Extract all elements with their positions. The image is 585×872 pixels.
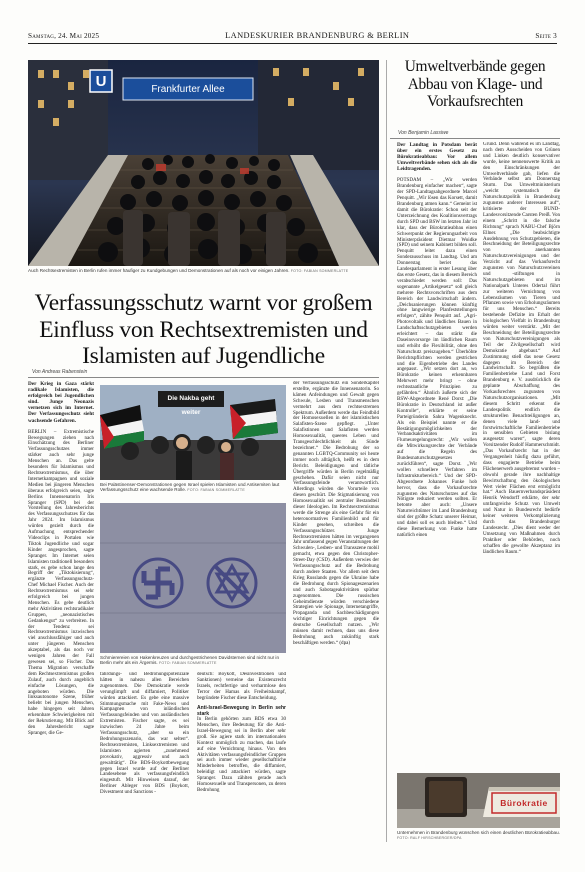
main-col-2 <box>100 672 189 842</box>
column-separator <box>386 60 387 842</box>
right-author-rule <box>390 138 560 139</box>
main-col1-text: BERLIN – Extremistische Bewegungen ziehen nach Einschätzung des Berliner Verfassungsschutzes immer stärker auch sehr junge Menschen an. Das gelte besonders für Islamismus und Rechtsextremismus, die über Internetkampagnen und soziale Medien bei jüngeren Menschen überaus erfolgreich seien, sagte Berlins Innensenatorin Iris Spranger (SPD) bei der Vorstellung des Jahresberichts des Verfassungsschutzes für das Jahr 2024. Im Islamismus würden gezielt durch die Aufmachung entsprechender Videoclips in Portalen wie Tiktok Jugendliche und sogar Kinder angesprochen, sagte Spranger. Im Internet seien Islamisten traditionell besonders stark, es gebe schon lange den Begriff der „Tiktokisierung“, ergänzte Verfassungsschutz-Chef Michael Fischer. Auch der Rechtsextremismus sei sehr erfolgreich bei jungen Menschen. Es gebe deutlich mehr Aktivitäten rechtsradikaler Gruppen, „neonazistisches Gedankengut“ zu verbreiten. In der Tendenz sei Rechtsextremismus inzwischen viel anschlussfähiger und auch unter jüngeren Menschen akzeptabel, als das noch vor wenigen Jahren der Fall gewesen sei, so Fischer. Das Thema Migration verschaffe dem Rechtsextremismus großen Zulauf, auch durch angeblich einfache Lösungen, die angeboten würden. Die linksautonome Szene, früher beliebt bei jungen Menschen, habe hingegen seit Jahren erkennbare Schwierigkeiten mit der Rekrutierung. Mit Blick auf den Jahresbericht sagte Spranger, die Ge- <box>28 428 94 736</box>
top-photo <box>28 60 379 266</box>
main-col-1 <box>28 381 94 839</box>
main-subheading: Anti-Israel-Bewegung in Berlin sehr stark <box>197 704 286 717</box>
stamp-photo-caption <box>397 830 560 842</box>
header-rule <box>28 43 557 44</box>
protest-photo-caption <box>100 482 286 494</box>
page-header <box>28 26 557 40</box>
protest-banner-text: Die Nakba geht weiter <box>167 395 215 416</box>
right-headline: Umweltverbände gegen Abbau von Klage- und Vorkaufsrechten <box>404 58 546 110</box>
photo-credit: FOTO: FABIAN SOMMERLATTE <box>290 269 349 273</box>
page-number: Seite 3 <box>535 32 557 40</box>
caption-text: Auch Rechtsextremisten in Berlin rufen immer häufiger zu Kundgebungen und Demonstrationen auf als noch vor einigen Jahren. <box>28 268 290 273</box>
main-col4-text: der Verfassungsschutz ein Sonderkapitel erstellte, ergänzte die Innensenatorin. So kämen Anfeindungen und Gewalt gegen Schwule, Lesben und Transmenschen vermehrt aus dem rechtsextremen Spektrum. Außerdem werde das Feindbild der Homosexuellen in der islamistischen Salafisten-Szene gepflegt. „Unter Salafistinnen und Salafisten werden Homosexualität, queeres Leben und Transgeschlechtlichkeit als Sünde bezeichnet.“ Die Bedrohung der so genannten LGBTQ-Community sei heute immer noch alltäglich, heißt es in dem Bericht. Beleidigungen und tätliche Übergriffe würden in Berlin regelmäßig geschehen. Dafür seien nicht nur Verfassungsfeinde verantwortlich. Allerdings würden die Vorurteile von diesen geschürt. Die Stigmatisierung von Homosexualität sei zentraler Bestandteil dieser Ideologien. Im Rechtsextremismus werde die Strenge als eine Gefahr für ein heteronormatives Familienbild und für Kinder gesehen, schreiben die Verfassungsschützer. Junge Rechtsextremisten hätten im vergangenen Jahr umfassend gegen Veranstaltungen der Schwulen-, Lesben- und Transszene mobil gemacht, etwa gegen den Christopher-Street-Day (CSD). Außerdem verwies der Verfassungsschutz auf die Bedrohung durch andere Staaten. Vor allem seit dem Krieg Russlands gegen die Ukraine habe die Bedrohung durch Spionageszenarien und auch Sabotageaktivitäten spürbar zugenommen. Die russischen Geheimdienste würden verschiedene Strategien wie Spionage, Internetangriffe, Propaganda und Sachbeschädigungen wichtiger Einrichtungen gegen die deutsche Gesellschaft nutzen. „Wir müssen damit rechnen, dass uns diese Bedrohung auch zukünftig stark beschäftigen werden.“ (dpa) <box>293 381 379 646</box>
right-col-2 <box>483 142 560 772</box>
main-col-4 <box>293 381 379 842</box>
u-bahn-logo: U <box>95 72 107 90</box>
newspaper-name: LANDESKURIER BRANDENBURG & BERLIN <box>225 31 410 40</box>
protest-photo <box>100 385 286 480</box>
main-col3a-text: deutsch: Boykott, Desinvestitionen und Sanktionen) verneine das Existenzrecht Israels, rechtfertige und verharmlose den Terror der Hamas als Freiheitskampf, begründete Fischer diese Entscheidung. <box>197 672 286 701</box>
right-col1-text: POTSDAM – „Wir werden Brandenburg einfacher machen“, sagte der SPD-Landtagsabgeordnete Marcel Penquitt. „Wir lösen das Korsett, damit Brandenburg atmen kann.“ Gemeint ist damit die Bürokratie: Schon seit der Unterzeichnung des Koalitionsvertrags durch SPD und BSW im letzten Jahr ist klar, dass der Bürokratieabbau einen Schwerpunkt der Regierungsarbeit von Ministerpräsident Dietmar Woidke (SPD) und seinem Kabinett bilden soll. Penquitt leitet dazu einen Sonderausschuss im Landtag. Und am Donnerstag beriet das Landesparlament in erster Lesung über das erste Gesetz, das in diesem Bereich verabschiedet werden soll: Das sogenannte „Artikelgesetz“ soll gleich mehrere Rechtsvorschriften aus dem Bereich der Landwirtschaft ändern. „Deichsanierungen können künftig ohne langwierige Planfeststellungen erfolgen“, zählte Penquitt auf. „Agri-Photovoltaik und ländliches Bauen in Landschaftsschutzgebieten werden erleichtert – das stärkt die Daseinsvorsorge im ländlichen Raum und erhöht die Flexibilität, ohne den Naturschutz preiszugeben.“ Überhöhte Berichtspflichten werden gestrichen und die Eigenbetriebe des Landes angepasst. „Wir setzen dort an, wo Bürokratie keinen erkennbaren Mehrwert mehr bringt – ohne rechtsstaatliche Prinzipien zu gefährden.“ Ähnlich äußerte sich der BSW-Abgeordnete René Dorst: „Die Bürokratie in Deutschland ist außer Kontrolle“, erklärte er seine Parteigründerin Sahra Wagenknecht. Als ein Beispiel nannte er die Bestätigungsmöglichkeiten der Verbandsaktivitäten im Flurneuregelungsrecht: „Wir wollen die Mitwirkungsrechte der Verbände auf die Regeln des Bundesnaturschutzgesetzes zurückführen“, sagte Dorst. „Wir wollen schnellere Verfahren im Infrastrukturbereich.“ Und der SPD-Abgeordnete Johannes Funke hob hervor, dass die Vorkaufsrechte zugunsten des Naturschutzes auf das Nötigste reduziert werden sollten. Er betonte aber auch: „Unsere Naturreichtümer im Land Brandenburg sind der größte Schatz unserer Heimat, und dabei soll es auch bleiben.“ Und diese Bemerkung von Funke hatte natürlich einen <box>397 177 477 538</box>
main-col2-text: fährdungs- und Bedrohungspotenziale hätten in nahezu allen Bereichen zugenommen. Die Demokratie werde verunglimpft und diffamiert, Politiker würden attackiert. Es gebe eine massive Stimmungsmache mit Fake-News und Kampagnen von inländischen Verfassungsfeinden und von ausländischen Extremisten. Fischer sagte, es sei inzwischen 24 Jahre beim Verfassungsschutz, „aber so ein Bedrohungsszenario, das war selten“. Rechtsextremisten, Linksextremisten und Islamisten agierten „zunehmend provokativ, aggressiv und auch gewalttätig“. Die BDS-Boykottbewegung gegen Israel wurde auf der Berliner Landesebene als verfassungsfeindlich eingestuft. Mit Hinweisen darauf, der Berliner Ableger von BDS (Boykott, Divestment und Sanctions - <box>100 672 189 796</box>
graffiti-illustration <box>100 503 286 653</box>
main-col-3 <box>197 672 286 842</box>
caption-text: Bei Palästinenser-Demonstrationen gegen Israel spielen Islamisten und Antisemiten laut Verfassungsschutz eine wachsende Rolle. <box>100 482 280 493</box>
graffiti-photo-caption <box>100 655 286 667</box>
top-photo-caption <box>28 268 379 274</box>
photo-credit: FOTO: FABIAN SOMMERLATTE <box>158 661 217 666</box>
main-col3b-text: In Berlin gehörten zum BDS etwa 30 Menschen, ihre Bedeutung für die Anti-Israel-Bewegung sei in Berlin aber sehr groß. Sie agiere stark im internationalen Kontext unmöglich zu machen, das laufe auf eine Vernichtung hinaus. Von den Aktivitäten verfassungsfeindlicher Gruppen sei auch immer wieder gesellschaftliche Minderheiten betroffen, die diffamiert, beleidigt und attackiert würden, sagte Spranger. Dazu zählten gerade auch Homosexuelle und Transpersonen, zu deren Bedrohung <box>197 716 286 793</box>
right-lead: Der Landtag in Potsdam berät über ein erstes Gesetz zu Bürokratieabbau: Vor allem Umweltverbände sehen sich als die Leidtragenden. <box>397 142 477 173</box>
right-col2-text: Grund. Denn während es im Landtag, nach dem Ausscheiden von Grünen und Linken deutlich konservativer wurde, keine nennenswerte Kritik an den Einschränkungen der Umweltverbände gab, liefen die Verbände selbst am Donnerstag Sturm. Das Umweltministerium „weicht systematisch die Naturschutzpolitik in Brandenburg zugunsten anderer Interessen auf“, kritisierte der BUND-Landesvorsitzende Carsten Preiß. Von einem „Schritt in die falsche Richtung“ sprach NABU-Chef Björn Ellner. „Die beabsichtigte Ausdehnung von Schutzgebieten, die Beschneidung der Beteiligungsrechte von anerkannten Naturschutzvereinigungen und der Verzicht auf das Vorkaufsrecht zugunsten von Naturschutzvereinen und -stiftungen in Naturschutzgebieten und im Nationalpark Unteres Odertal führt zur weiteren Vernichtung von Lebensräumen von Tieren und Pflanzen sowie von Erholungsräumen für uns Menschen.“ Bereits bestehende Defizite im Erhalt der biologischen Vielfalt in Brandenburg würden weiter verstärkt. „Mit der Beschneidung der Beteiligungsrechte von Naturschutzvereinigungen als Teil der Zivilgesellschaft wird Demokratie abgebaut.“ Auf Zustimmung stieß das neue Gesetz dagegen im Bereich der Landwirtschaft. So begrüßten die Familienbetriebe Land und Forst Brandenburg e. V. ausdrücklich die geplante Abschaffung des Vorkaufsrechtes zugunsten von Naturschutzorganisationen. „Mit diesem Schritt erkennt die Landespolitik endlich die strukturellen Benachteiligungen an, denen viele land- und forstwirtschaftliche Familienbetriebe in sensiblen Gebieten bislang ausgesetzt waren“, sagte deren Vorsitzender Rudolf Hammerschmidt. „Das Vorkaufsrecht hat in der Vergangenheit häufig dazu geführt, dass engagierte Betriebe beim Flächenerwerb ausgebremst wurden – obwohl gerade ihre nachhaltige Bewirtschaftung den ökologischen Wert vieler Flächen erst ermöglicht hat.“ Auch Bauernverbandspräsident Henrik Wendorff erklärte, der sehr umfangreiche Schutz von Umwelt und Natur in Bundesrecht bedürfe keiner weiteren Verkomplizierung durch das Brandenburger Landesrecht. „Dies dient weder der Umsetzung von Maßnahmen durch Praktiker oder Behörden, noch schaffen die gewollte Akzeptanz im ländlichen Raum.“ <box>483 142 560 555</box>
main-author-rule <box>28 377 379 378</box>
caption-text: Schmierereien von Hakenkreuzen und durchgestrichenen Davidsternen sind nicht nur in Berlin mehr als ein Ärgernis. <box>100 655 280 666</box>
station-sign: Frankfurter Allee <box>151 83 225 95</box>
stamp-photo <box>397 773 560 828</box>
main-headline: Verfassungsschutz warnt vor großem Einfluss von Rechtsextremisten und Islamisten auf Jugendliche <box>34 290 373 369</box>
issue-date: Samstag, 24. Mai 2025 <box>28 32 100 40</box>
stamp-text: Bürokratie <box>500 798 548 808</box>
photo-credit: FOTO: FABIAN SOMMERLATTE <box>187 488 245 493</box>
graffiti-photo <box>100 503 286 653</box>
photo-credit: FOTO: RALF HIRSCHBERGER/DPA <box>397 836 462 841</box>
caption-text: Unternehmen in Brandenburg wünschen sich einen deutlichen Bürokratieabbau. <box>397 830 560 835</box>
right-col-1 <box>397 142 477 772</box>
main-author: Von Andreas Rabenstein <box>32 369 88 375</box>
main-lead: Der Krieg in Gaza stärkt radikale Islamisten, die erfolgreich bei Jugendlichen sind. Junge Neonazis vernetzen sich im Internet. Der Verfassungsschutz sieht wachsende Gefahren. <box>28 381 94 424</box>
right-author: Von Benjamin Lassiwe <box>398 130 449 136</box>
